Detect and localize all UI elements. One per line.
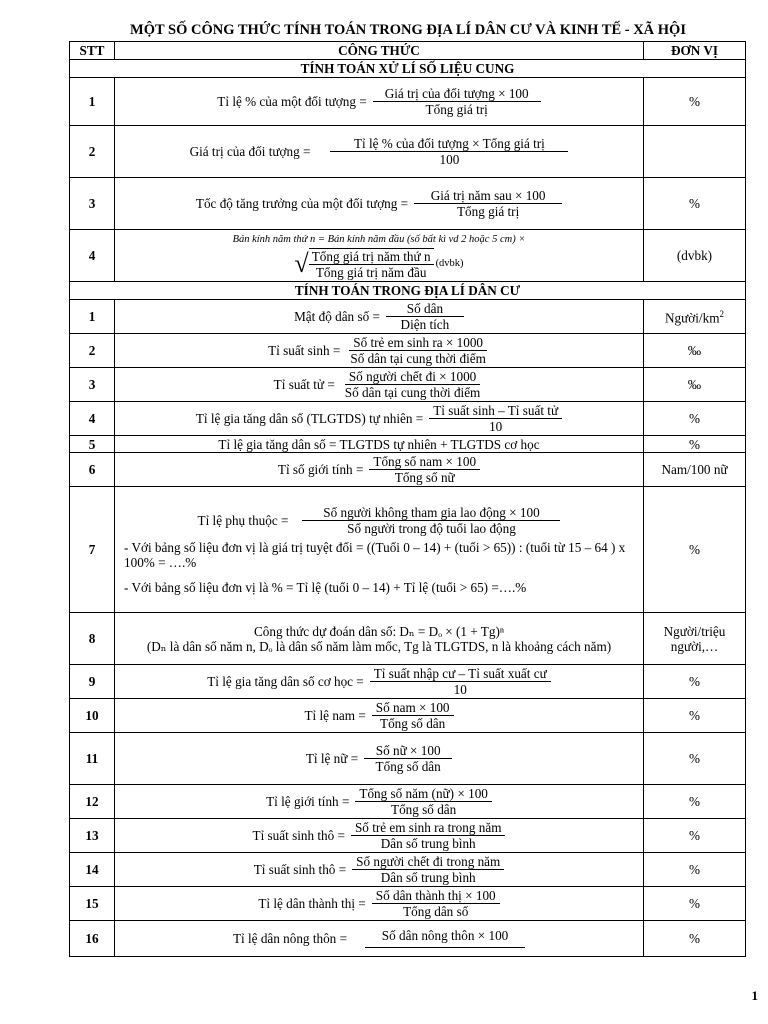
numerator: Số người không tham gia lao động × 100 bbox=[302, 505, 560, 521]
table-header-row bbox=[70, 42, 746, 60]
formula-label: Tỉ lệ dân nông thôn = bbox=[232, 931, 348, 946]
numerator: Giá trị của đối tượng × 100 bbox=[373, 86, 541, 102]
numerator: Số dân bbox=[386, 301, 464, 317]
numerator: Giá trị năm sau × 100 bbox=[414, 188, 562, 204]
denominator: Tổng giá trị năm đầu bbox=[315, 264, 427, 280]
row-unit: Người/triệu người,… bbox=[644, 613, 746, 665]
formula-label: Tỉ lệ nam = bbox=[304, 708, 366, 723]
formula-table bbox=[69, 41, 746, 957]
row-unit: % bbox=[644, 436, 746, 453]
row-unit: % bbox=[644, 921, 746, 957]
formula-label: Tỉ suất sinh thô = bbox=[253, 862, 347, 877]
table-row bbox=[70, 699, 746, 733]
denominator: Diện tích bbox=[400, 317, 450, 332]
table-row bbox=[70, 487, 746, 613]
row-unit: % bbox=[644, 733, 746, 785]
formula-cell bbox=[115, 334, 644, 368]
row-stt: 16 bbox=[70, 921, 115, 957]
fraction bbox=[372, 700, 454, 731]
header-unit: ĐƠN VỊ bbox=[644, 42, 746, 60]
row-stt: 11 bbox=[70, 733, 115, 785]
formula-cell bbox=[115, 230, 644, 282]
table-row bbox=[70, 853, 746, 887]
fraction bbox=[370, 666, 551, 697]
table-row bbox=[70, 921, 746, 957]
numerator: Số dân nông thôn × 100 bbox=[381, 927, 509, 943]
denominator: Số dân tại cung thời điểm bbox=[350, 351, 486, 366]
fraction bbox=[373, 86, 541, 117]
numerator: Tỉ suất nhập cư – Tỉ suất xuất cư bbox=[370, 666, 551, 682]
header-stt: STT bbox=[70, 42, 115, 60]
formula-cell bbox=[115, 178, 644, 230]
fraction bbox=[365, 928, 525, 950]
row-stt: 4 bbox=[70, 402, 115, 436]
row-unit: % bbox=[644, 665, 746, 699]
table-row bbox=[70, 887, 746, 921]
numerator: Số nam × 100 bbox=[372, 700, 454, 716]
row-unit: Nam/100 nữ bbox=[644, 453, 746, 487]
table-row bbox=[70, 230, 746, 282]
section-title: TÍNH TOÁN TRONG ĐỊA LÍ DÂN CƯ bbox=[70, 282, 746, 300]
row-unit: % bbox=[644, 178, 746, 230]
row-unit: ‰ bbox=[644, 334, 746, 368]
row-stt: 3 bbox=[70, 368, 115, 402]
formula-label: Tỉ lệ gia tăng dân số (TLGTDS) tự nhiên = bbox=[195, 411, 424, 426]
header-formula: CÔNG THỨC bbox=[115, 42, 644, 60]
table-row bbox=[70, 78, 746, 126]
formula-cell bbox=[115, 126, 644, 178]
fraction bbox=[364, 743, 452, 774]
row-stt: 15 bbox=[70, 887, 115, 921]
denominator: 10 bbox=[489, 419, 503, 434]
formula-label: Tỉ lệ dân thành thị = bbox=[258, 896, 366, 911]
table-row bbox=[70, 334, 746, 368]
numerator: Số nữ × 100 bbox=[364, 743, 452, 759]
note-absolute: - Với bảng số liệu đơn vị là giá trị tuyệt đối = ((Tuổi 0 – 14) + (tuổi > 65)) : (tuổi từ 15 – 64 ) x 100% = ….% bbox=[124, 539, 626, 570]
radical-expression bbox=[118, 248, 640, 280]
formula-label: Tỉ số giới tính = bbox=[277, 462, 364, 477]
formula-cell bbox=[115, 368, 644, 402]
formula-label: Tỉ suất sinh thô = bbox=[252, 828, 345, 843]
denominator: Số dân tại cung thời điểm bbox=[344, 385, 481, 400]
formula-cell bbox=[115, 785, 644, 819]
row-unit: % bbox=[644, 785, 746, 819]
row-stt: 7 bbox=[70, 487, 115, 613]
formula-label: Tỉ lệ phụ thuộc = bbox=[197, 512, 289, 528]
numerator: Tổng số năm (nữ) × 100 bbox=[355, 786, 492, 802]
row-unit: ‰ bbox=[644, 368, 746, 402]
row-unit: % bbox=[644, 402, 746, 436]
row-unit: % bbox=[644, 78, 746, 126]
denominator: Tổng giá trị bbox=[425, 102, 488, 117]
row-stt: 9 bbox=[70, 665, 115, 699]
formula-label: Mật độ dân số = bbox=[294, 309, 380, 324]
fraction bbox=[429, 403, 562, 434]
row-unit: % bbox=[644, 853, 746, 887]
row-stt: 5 bbox=[70, 436, 115, 453]
fraction bbox=[355, 786, 492, 817]
fraction bbox=[372, 888, 500, 919]
row-stt: 6 bbox=[70, 453, 115, 487]
formula-label: Tỉ suất sinh = bbox=[268, 343, 341, 358]
numerator: Tỉ lệ % của đối tượng × Tổng giá trị bbox=[330, 136, 568, 152]
denominator: Tổng số dân bbox=[375, 759, 441, 774]
formula-cell bbox=[115, 853, 644, 887]
fraction bbox=[309, 248, 434, 280]
table-row bbox=[70, 300, 746, 334]
numerator: Số người chết đi trong năm bbox=[352, 854, 504, 870]
forecast-formula: Công thức dự đoán dân số: Dₙ = Dₒ × (1 + Tg)ⁿ bbox=[253, 623, 504, 639]
table-row bbox=[70, 126, 746, 178]
formula-cell bbox=[115, 613, 644, 665]
numerator: Tổng giá trị năm thứ n bbox=[309, 249, 434, 265]
numerator: Số dân thành thị × 100 bbox=[372, 888, 500, 904]
denominator: Tổng dân số bbox=[403, 904, 469, 919]
denominator: Tổng số dân bbox=[380, 716, 446, 731]
table-row bbox=[70, 368, 746, 402]
table-row bbox=[70, 453, 746, 487]
section-row bbox=[70, 282, 746, 300]
row-stt: 13 bbox=[70, 819, 115, 853]
fraction bbox=[369, 454, 480, 485]
numerator: Số trẻ em sinh ra × 1000 bbox=[349, 335, 487, 351]
numerator: Tổng số nam × 100 bbox=[369, 454, 480, 470]
table-row bbox=[70, 178, 746, 230]
formula-label: Tỉ lệ giới tính = bbox=[266, 794, 350, 809]
row-unit: % bbox=[644, 819, 746, 853]
formula-label: Tỉ lệ nữ = bbox=[305, 751, 359, 766]
table-row bbox=[70, 819, 746, 853]
row-unit: % bbox=[644, 487, 746, 613]
row-stt: 1 bbox=[70, 300, 115, 334]
numerator: Tỉ suất sinh – Tỉ suất tử bbox=[429, 403, 562, 419]
denominator: Tổng số dân bbox=[391, 802, 457, 817]
row-stt: 3 bbox=[70, 178, 115, 230]
table-row bbox=[70, 785, 746, 819]
unit-suffix: (dvbk) bbox=[435, 258, 464, 269]
formula-cell bbox=[115, 300, 644, 334]
formula-label: Tỉ suất tử = bbox=[273, 377, 335, 392]
table-row bbox=[70, 665, 746, 699]
row-unit bbox=[644, 126, 746, 178]
row-unit: (dvbk) bbox=[644, 230, 746, 282]
document-title: MỘT SỐ CÔNG THỨC TÍNH TOÁN TRONG ĐỊA LÍ DÂN CƯ VÀ KINH TẾ - XÃ HỘI bbox=[130, 22, 686, 38]
formula-label: Tỉ lệ gia tăng dân số cơ học = bbox=[207, 674, 364, 689]
denominator: Tổng số nữ bbox=[394, 470, 455, 485]
row-stt: 8 bbox=[70, 613, 115, 665]
formula-cell bbox=[115, 819, 644, 853]
radius-formula-label: Bán kính năm thứ n = Bán kính năm đầu (số bất kì vd 2 hoặc 5 cm) × bbox=[232, 233, 526, 245]
formula-label: Tốc độ tăng trưởng của một đối tượng = bbox=[195, 196, 409, 211]
sqrt-icon: √ bbox=[294, 248, 309, 278]
denominator: Số người trong độ tuổi lao động bbox=[347, 520, 516, 536]
row-stt: 10 bbox=[70, 699, 115, 733]
denominator: 10 bbox=[453, 682, 467, 697]
row-stt: 14 bbox=[70, 853, 115, 887]
table-row bbox=[70, 613, 746, 665]
formula-cell bbox=[115, 733, 644, 785]
row-stt: 4 bbox=[70, 230, 115, 282]
page-number: 1 bbox=[751, 988, 758, 1003]
numerator: Số trẻ em sinh ra trong năm bbox=[351, 820, 506, 836]
denominator: 100 bbox=[439, 152, 460, 167]
fraction bbox=[346, 335, 490, 366]
fraction bbox=[302, 505, 560, 536]
section-row bbox=[70, 60, 746, 78]
fraction bbox=[414, 188, 562, 219]
formula-cell bbox=[115, 402, 644, 436]
formula-cell bbox=[115, 665, 644, 699]
fraction bbox=[351, 820, 506, 851]
denominator: Dân số trung bình bbox=[380, 870, 476, 885]
table-row bbox=[70, 436, 746, 453]
row-stt: 12 bbox=[70, 785, 115, 819]
row-unit: % bbox=[644, 887, 746, 921]
formula-cell bbox=[115, 699, 644, 733]
fraction bbox=[341, 369, 485, 400]
row-stt: 1 bbox=[70, 78, 115, 126]
table-row bbox=[70, 733, 746, 785]
row-unit bbox=[644, 300, 746, 334]
note-percent: - Với bảng số liệu đơn vị là % = Tỉ lệ (tuổi 0 – 14) + Tỉ lệ (tuổi > 65) =….% bbox=[124, 579, 527, 595]
unit-superscript: 2 bbox=[719, 309, 724, 320]
fraction bbox=[330, 136, 568, 167]
row-stt: 2 bbox=[70, 126, 115, 178]
row-stt: 2 bbox=[70, 334, 115, 368]
fraction-bar bbox=[365, 947, 525, 950]
formula-cell bbox=[115, 921, 644, 957]
denominator: Tổng giá trị bbox=[456, 204, 520, 219]
unit-text: Người/km bbox=[665, 310, 720, 326]
formula-cell bbox=[115, 453, 644, 487]
forecast-explanation: (Dₙ là dân số năm n, Dₒ là dân số năm làm mốc, Tg là TLGTDS, n là khoảng cách năm) bbox=[146, 638, 612, 654]
table-row bbox=[70, 402, 746, 436]
fraction bbox=[386, 301, 464, 332]
formula-cell bbox=[115, 887, 644, 921]
fraction bbox=[352, 854, 504, 885]
formula-text: Tỉ lệ gia tăng dân số = TLGTDS tự nhiên + TLGTDS cơ học bbox=[115, 436, 644, 453]
formula-cell bbox=[115, 487, 644, 613]
formula-label: Giá trị của đối tượng = bbox=[189, 144, 311, 159]
row-unit: % bbox=[644, 699, 746, 733]
section-title: TÍNH TOÁN XỬ LÍ SỐ LIỆU CUNG bbox=[70, 60, 746, 78]
numerator: Số người chết đi × 1000 bbox=[345, 369, 480, 385]
denominator: Dân số trung bình bbox=[380, 836, 476, 851]
formula-cell bbox=[115, 78, 644, 126]
formula-label: Tỉ lệ % của một đối tượng = bbox=[217, 94, 367, 109]
